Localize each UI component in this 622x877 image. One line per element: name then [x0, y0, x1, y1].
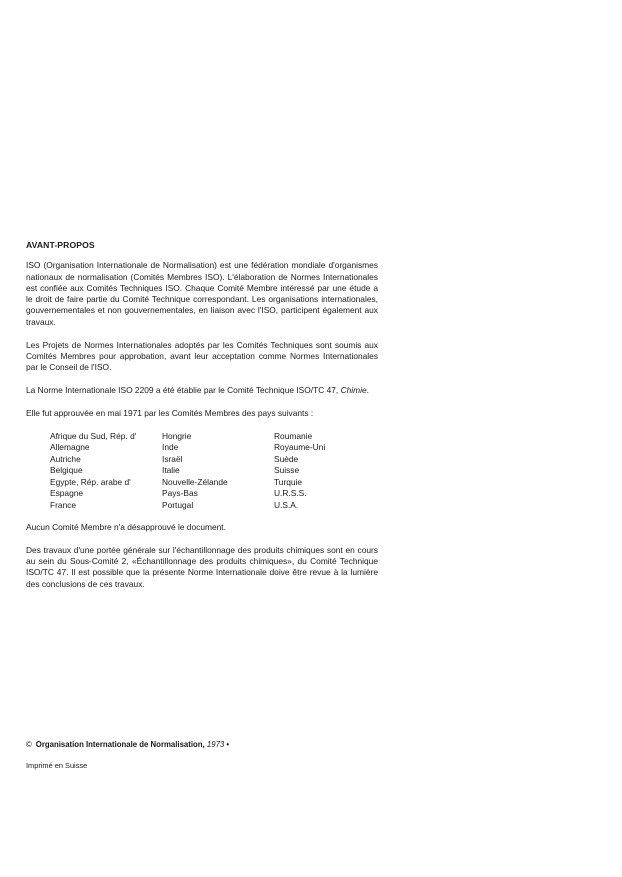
standard-origin-end: . [366, 384, 369, 395]
country-item: France [50, 499, 77, 510]
country-item: Italie [162, 465, 180, 476]
copyright-year: 1973 [206, 740, 225, 749]
country-item: Espagne [50, 488, 84, 499]
country-item: Afrique du Sud, Rép. d' [50, 430, 137, 441]
bullet-icon: • [226, 740, 230, 749]
country-item: Portugal [162, 499, 194, 510]
country-item: Pays-Bas [162, 488, 198, 499]
paragraph-standard-origin [26, 385, 378, 396]
foreword-section [26, 240, 378, 602]
country-item: U.R.S.S. [274, 488, 307, 499]
printed-in-line: Imprimé en Suisse [26, 761, 88, 770]
paragraph-iso-definition: ISO (Organisation Internationale de Normalisation) est une fédération mondiale d'organismes nationaux de normalisation (Comités Membres ISO). L'élaboration de Normes Internationales est confiée aux Comités Techniques ISO. Chaque Comité Membre intéressé par une étude a le droit de faire partie du Comité Technique correspondant. Les organisations internationales, gouvernementales et non gouvernementales, en liaison avec l'ISO, participent également aux travaux. [26, 260, 378, 327]
country-item: Turquie [274, 476, 303, 487]
paragraph-approval-date: Elle fut approuvée en mai 1971 par les Comités Membres des pays suivants : [26, 407, 314, 418]
copyright-line [26, 740, 229, 749]
country-item: Allemagne [50, 442, 90, 453]
copyright-text: Organisation Internationale de Normalisation, [35, 740, 205, 749]
country-item: Israël [162, 453, 183, 464]
country-item: Suisse [274, 465, 300, 476]
standard-origin-text: La Norme Internationale ISO 2209 a été établie par le Comité Technique ISO/TC 47, [26, 384, 341, 395]
country-item: U.S.A. [274, 499, 299, 510]
section-heading: AVANT-PROPOS [26, 240, 95, 250]
country-item: Roumanie [274, 430, 313, 441]
country-item: Autriche [50, 453, 81, 464]
paragraph-approval-process: Les Projets de Normes Internationales adoptés par les Comités Techniques sont soumis aux Comités Membres pour approbation, avant leur acceptation comme Normes Internationales par le Conseil de l'ISO. [26, 339, 378, 373]
copyright-icon: © [26, 740, 32, 749]
country-item: Belgique [50, 465, 83, 476]
country-item: Inde [162, 442, 179, 453]
country-item: Royaume-Uni [274, 442, 326, 453]
committee-name: Chimie [340, 384, 367, 395]
country-item: Suède [274, 453, 299, 464]
country-item: Egypte, Rép. arabe d' [50, 476, 131, 487]
country-item: Hongrie [162, 430, 192, 441]
paragraph-future-work: Des travaux d'une portée générale sur l'échantillonnage des produits chimiques sont en cours au sein du Sous-Comité 2, «Échantillonnage des produits chimiques», du Comité Technique ISO/TC 47. Il est possible que la présente Norme Internationale doive être revue à la lumière des conclusions de ces travaux. [26, 544, 378, 589]
paragraph-no-disapproval: Aucun Comité Membre n'a désapprouvé le document. [26, 522, 226, 533]
country-item: Nouvelle-Zélande [162, 476, 228, 487]
country-list [50, 431, 378, 512]
